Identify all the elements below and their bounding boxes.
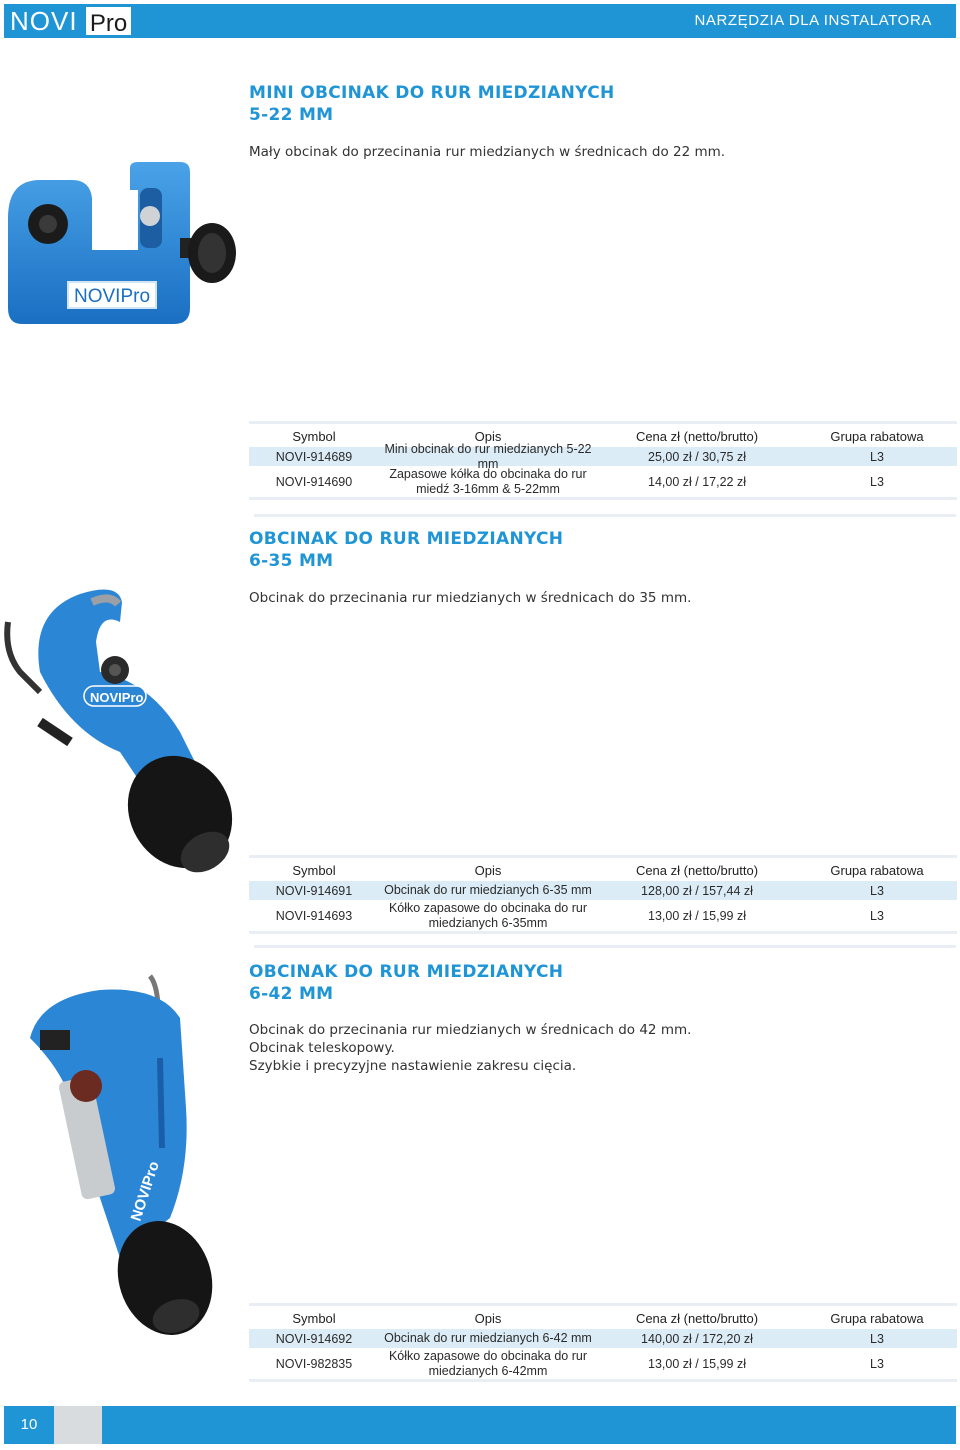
page-footer [4, 1406, 956, 1444]
cell-group: L3 [870, 1356, 884, 1371]
section-1-title [249, 82, 615, 126]
col-group: Grupa rabatowa [830, 863, 924, 878]
section-3-title [249, 961, 563, 1005]
cell-group: L3 [870, 1331, 884, 1346]
cell-desc: Obcinak do rur miedzianych 6-35 mm [384, 883, 592, 897]
col-desc: Opis [474, 863, 502, 878]
product-3-logo: NOVIPro [127, 1159, 163, 1224]
cell-price: 14,00 zł / 17,22 zł [648, 474, 746, 489]
col-group: Grupa rabatowa [830, 1311, 924, 1326]
section-divider [254, 945, 956, 948]
mini-pipe-cutter-image [0, 158, 250, 333]
col-desc: Opis [474, 429, 502, 444]
table-row [249, 441, 957, 471]
cell-symbol: NOVI-914689 [275, 449, 353, 464]
cell-price: 13,00 zł / 15,99 zł [648, 908, 746, 923]
table-row [249, 881, 957, 900]
cell-desc: Kółko zapasowe do obcinaka do rur miedzianych 6-42mm [388, 1348, 588, 1378]
pipe-cutter-6-42-image [0, 968, 250, 1358]
table-row [249, 466, 957, 500]
product-1-logo: NOVIPro [74, 286, 151, 307]
section-1-price-table [249, 421, 957, 500]
section-divider [254, 514, 956, 517]
col-price: Cena zł (netto/brutto) [635, 863, 759, 878]
section-2-desc-line1: Obcinak do przecinania rur miedzianych w średnicach do 35 mm. [249, 590, 692, 606]
section-1-title-line1: MINI OBCINAK DO RUR MIEDZIANYCH [249, 83, 615, 103]
table-row [249, 1329, 957, 1348]
cell-desc: Kółko zapasowe do obcinaka do rur miedzianych 6-35mm [388, 900, 588, 930]
section-2-title [249, 528, 563, 572]
section-2-description [249, 589, 691, 607]
col-price: Cena zł (netto/brutto) [635, 429, 759, 444]
table-header [249, 855, 957, 881]
cell-desc: Mini obcinak do rur miedzianych 5-22 mm [384, 441, 592, 471]
cell-desc: Zapasowe kółka do obcinaka do rur miedź 3-16mm & 5-22mm [389, 466, 587, 496]
cell-symbol: NOVI-914690 [275, 474, 353, 489]
col-symbol: Symbol [292, 863, 336, 878]
col-desc: Opis [474, 1311, 502, 1326]
page-number: 10 [4, 1406, 54, 1444]
col-group: Grupa rabatowa [830, 429, 924, 444]
col-symbol: Symbol [292, 1311, 336, 1326]
cell-group: L3 [870, 449, 884, 464]
cell-symbol: NOVI-982835 [275, 1356, 353, 1371]
section-1-desc-line1: Mały obcinak do przecinania rur miedzianych w średnicach do 22 mm. [249, 144, 726, 160]
header-category-title: NARZĘDZIA DLA INSTALATORA [694, 12, 932, 29]
cell-symbol: NOVI-914692 [275, 1331, 353, 1346]
brand-logo [4, 4, 134, 38]
pipe-cutter-6-35-image [0, 582, 250, 882]
footer-accent-block [54, 1406, 102, 1444]
section-3-title-line2: 6-42 MM [249, 984, 334, 1004]
section-1-title-line2: 5-22 MM [249, 105, 334, 125]
section-3-description [249, 1021, 691, 1075]
logo-pro-text: Pro [86, 4, 134, 38]
section-3-desc-line1: Obcinak do przecinania rur miedzianych w średnicach do 42 mm. [249, 1022, 692, 1038]
table-header [249, 1303, 957, 1329]
section-2-price-table [249, 855, 957, 934]
cell-group: L3 [870, 883, 884, 898]
logo-novi-text: NOVI [10, 6, 78, 36]
cell-price: 140,00 zł / 172,20 zł [641, 1331, 753, 1346]
table-row [249, 1348, 957, 1382]
cell-symbol: NOVI-914693 [275, 908, 353, 923]
section-2-title-line2: 6-35 MM [249, 551, 334, 571]
section-2-title-line1: OBCINAK DO RUR MIEDZIANYCH [249, 529, 564, 549]
cell-price: 128,00 zł / 157,44 zł [641, 883, 753, 898]
section-3-desc-line3: Szybkie i precyzyjne nastawienie zakresu cięcia. [249, 1058, 577, 1074]
cell-group: L3 [870, 474, 884, 489]
page-header [4, 4, 956, 38]
section-3-title-line1: OBCINAK DO RUR MIEDZIANYCH [249, 962, 564, 982]
col-price: Cena zł (netto/brutto) [635, 1311, 759, 1326]
cell-symbol: NOVI-914691 [275, 883, 353, 898]
section-1-description [249, 143, 725, 161]
col-symbol: Symbol [292, 429, 336, 444]
cell-price: 13,00 zł / 15,99 zł [648, 1356, 746, 1371]
section-3-price-table [249, 1303, 957, 1382]
cell-group: L3 [870, 908, 884, 923]
cell-price: 25,00 zł / 30,75 zł [648, 449, 746, 464]
table-row [249, 900, 957, 934]
cell-desc: Obcinak do rur miedzianych 6-42 mm [384, 1331, 592, 1345]
section-3-desc-line2: Obcinak teleskopowy. [249, 1040, 395, 1056]
product-2-logo: NOVIPro [90, 690, 144, 705]
table-header [249, 421, 957, 447]
